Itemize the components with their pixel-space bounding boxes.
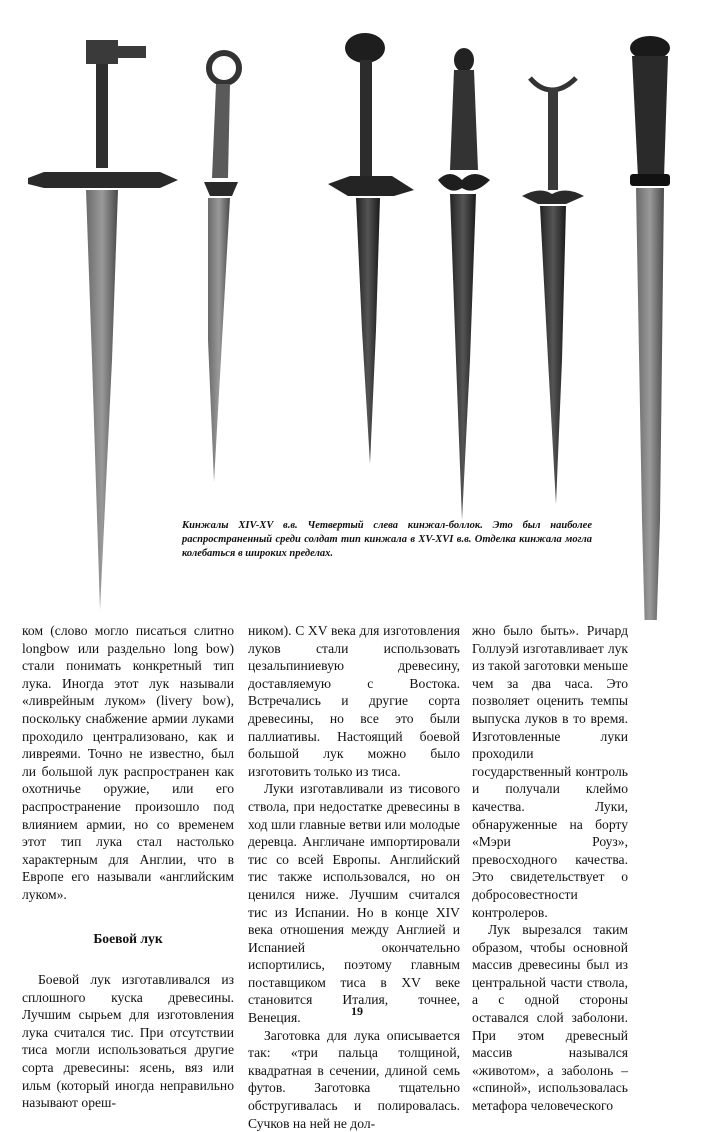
- text-column-2: [248, 622, 460, 1132]
- paragraph: Заготовка для лука описывается так: «три пальца толщиной, квадратная в сечении, длиной семь футов. Заготовка тщательно обстругивалась и полировалась. Сучков на ней не дол-: [248, 1027, 460, 1131]
- paragraph: Боевой лук изготавливался из сплошного куска древесины. Лучшим сырьем для изготовления лука считался тис. При отсутствии тиса могли использоваться другие сорта древесины: ясень, вяз или ильм (который иногда неправильно называют ореш-: [22, 972, 234, 1111]
- dagger-3: [328, 33, 414, 464]
- page-number: 19: [351, 1004, 363, 1018]
- paragraph: жно было быть». Ричард Голлуэй изготавливает лук из такой заготовки меньше чем за два часа. Это позволяет оценить темпы выпуска луков в то время. Изготовленные луки проходили государственный контроль и получали клеймо качества. Луки, обнаруженные на борту «Мэри Роуз», превосходного качества. Это свидетельствует о добросовестности контролеров.: [472, 623, 628, 920]
- figure-caption: Кинжалы XIV-XV в.в. Четвертый слева кинжал-боллок. Это был наиболее распространенный среди солдат тип кинжала в XV-XVI в.в. Отделка кинжала могла колебаться в широких пределах.: [182, 520, 592, 559]
- paragraph: ком (слово могло писаться слитно longbow или раздельно long bow) стали понимать конкретный тип лука. Иногда этот лук называли «ливрейным луком» (livery bow), поскольку снабжение армии луками проходило централизовано, как и ливреями. Точно не известно, был ли большой лук распространен как охотничье оружие, или его распространение произошло под влиянием армии, но со временем этот тип лука стал настолько характерным для Англии, что в Европе его называли «английским луком».: [22, 623, 234, 902]
- text-column-3: [472, 622, 628, 1115]
- dagger-5: [522, 78, 584, 504]
- text-column-1: [22, 622, 234, 1112]
- dagger-2: [204, 53, 239, 482]
- paragraph: ником). С XV века для изготовления луков стали использовать цезальпиниевую древесину, доставляемую с Востока. Встречались и другие сорта древесины, но все это были паллиативы. Настоящий боевой большой лук можно было изготовить только из тиса.: [248, 623, 460, 779]
- paragraph: Лук вырезался таким образом, чтобы основной массив древесины был из центральной части ствола, а с одной стороны оставался слой заболони. При этом древесный массив назывался «животом», а заболонь – «спиной», использовалась метафора человеческого: [472, 922, 628, 1114]
- dagger-1: [28, 40, 178, 610]
- dagger-6: [630, 36, 670, 620]
- section-heading: Боевой лук: [93, 930, 163, 946]
- dagger-4: [438, 48, 490, 520]
- paragraph: Луки изготавливали из тисового ствола, при недостатке древесины в ход шли главные ветви или молодые деревца. Англичане импортировали тис со всей Европы. Английский тис также использовался, но он ценился ниже. Лучшим считался тис из Испании. Но в конце XIV века отношения между Англией и Испанией окончательно испортились, поэтому главным поставщиком тиса в XV веке становится Италия, точнее, Венеция.: [248, 781, 460, 1026]
